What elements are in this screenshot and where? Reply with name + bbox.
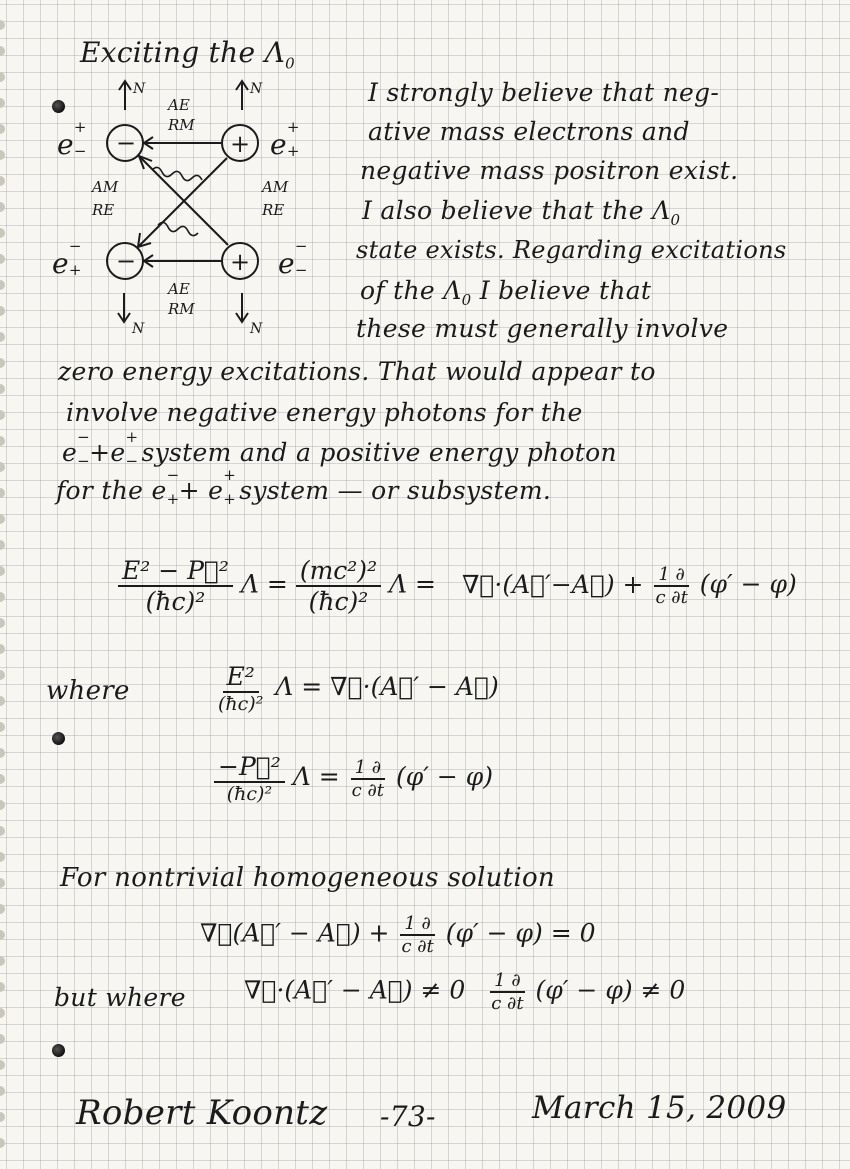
sign-bottom-right: + (230, 248, 251, 276)
arrow-label-n: N (250, 81, 263, 97)
spiral-ring (0, 800, 5, 810)
left-link-label-2: RE (92, 201, 115, 219)
particle-diagram (40, 75, 330, 340)
up-arrow-right (236, 81, 248, 110)
spiral-ring (0, 826, 5, 836)
spiral-ring (0, 956, 5, 966)
solution-equation-2: ∇⃗·(A⃗′ − A⃗) ≠ 0 $\frac{1 \partial}{c \partial t}$ (φ′ − φ) ≠ 0 (244, 970, 686, 1014)
spiral-ring (0, 566, 5, 576)
up-arrow-left (119, 81, 131, 110)
spiral-ring (0, 644, 5, 654)
spiral-ring (0, 228, 5, 238)
paragraph-line: ative mass electrons and (368, 117, 690, 146)
spiral-ring (0, 540, 5, 550)
spiral-ring (0, 696, 5, 706)
page-number: -73- (380, 1100, 436, 1133)
spiral-ring (0, 592, 5, 602)
spiral-ring (0, 46, 5, 56)
spiral-ring (0, 748, 5, 758)
spiral-ring (0, 618, 5, 628)
spiral-ring (0, 878, 5, 888)
spiral-ring (0, 72, 5, 82)
left-link-label-1: AM (92, 178, 119, 196)
arrow-label-n: N (132, 321, 145, 337)
paragraph-line: of the $\Lambda_0$ I believe that (360, 276, 652, 309)
spiral-ring (0, 722, 5, 732)
spiral-ring (0, 280, 5, 290)
paragraph-line: e − − +e + − system and a positive energy photon (62, 428, 617, 470)
paragraph-line: zero energy excitations. That would appear to (58, 357, 656, 386)
right-link-label-2: RE (262, 201, 285, 219)
spiral-ring (0, 904, 5, 914)
spiral-ring (0, 462, 5, 472)
sign-bottom-left: − (116, 247, 137, 275)
where-equation-2: $\frac{\text{−P⃗²}}{\text{(ħc)²}}$ Λ = $\frac{1 \partial}{c \partial t}$ (φ′ − φ) (214, 752, 493, 805)
spiral-ring (0, 306, 5, 316)
particle-label-bottom-right: e − − (278, 237, 308, 280)
paragraph-line: state exists. Regarding excitations (356, 236, 787, 264)
signature: Robert Koontz (76, 1093, 328, 1133)
diagonal-arrow-2 (138, 158, 227, 247)
top-link-label-1: AE (168, 96, 190, 114)
spiral-ring (0, 1060, 5, 1070)
spiral-ring (0, 852, 5, 862)
spiral-ring (0, 436, 5, 446)
diagram-title: Exciting the $\Lambda_0$ (80, 36, 295, 73)
bottom-link-label-1: AE (168, 280, 190, 298)
spiral-ring (0, 774, 5, 784)
spiral-ring (0, 1086, 5, 1096)
particle-label-top-left: e + − (57, 118, 87, 161)
spiral-ring (0, 982, 5, 992)
paragraph-line: I also believe that the $\Lambda_0$ (362, 196, 681, 229)
arrow-label-n: N (133, 81, 146, 97)
spiral-ring (0, 930, 5, 940)
right-link-label-1: AM (262, 178, 289, 196)
sign-top-left: − (116, 129, 137, 157)
top-link-arrow (144, 137, 221, 149)
arrow-label-n: N (250, 321, 263, 337)
spiral-ring (0, 98, 5, 108)
bottom-link-label-2: RM (168, 300, 195, 318)
particle-label-top-right: e + + (270, 118, 300, 161)
solution-heading: For nontrivial homogeneous solution (60, 863, 555, 893)
where-label: where (46, 676, 130, 706)
spiral-ring (0, 410, 5, 420)
punch-hole (52, 1044, 65, 1057)
solution-equation-1: ∇⃗(A⃗′ − A⃗) + $\frac{1 \partial}{c \partial t}$ (φ′ − φ) = 0 (200, 913, 596, 957)
paragraph-line: involve negative energy photons for the (66, 398, 583, 427)
down-arrow-left (118, 293, 130, 322)
where-equation-1: $\frac{\text{E²}}{\text{(ħc)²}}$ Λ = ∇⃗·(A⃗′ − A⃗) (218, 662, 499, 715)
spiral-ring (0, 254, 5, 264)
spiral-ring (0, 384, 5, 394)
down-arrow-right (236, 293, 248, 322)
but-where-label: but where (54, 983, 186, 1012)
punch-hole (52, 732, 65, 745)
spiral-ring (0, 514, 5, 524)
bottom-link-arrow (144, 255, 221, 267)
main-equation: $\frac{\text{E² − P⃗²}}{\text{(ħc)²}}$ Λ = $\frac{\text{(mc²)²}}{\text{(ħc)²}}$ Λ = ∇⃗·(A⃗′−A⃗) + $\frac{1 \partial}{c \partial t}$ (φ′ − φ) (118, 556, 797, 616)
paragraph-line: negative mass positron exist. (360, 156, 739, 185)
paragraph-line: I strongly believe that neg- (368, 78, 720, 107)
spiral-ring (0, 488, 5, 498)
spiral-ring (0, 1008, 5, 1018)
spiral-ring (0, 124, 5, 134)
paragraph-line: for the e − + + e + + system — or subsystem. (56, 466, 552, 508)
top-link-label-2: RM (168, 116, 195, 134)
spiral-ring (0, 332, 5, 342)
spiral-ring (0, 1138, 5, 1148)
particle-label-bottom-left: e − + (52, 237, 82, 280)
spiral-ring (0, 202, 5, 212)
spiral-ring (0, 20, 5, 30)
spiral-ring (0, 176, 5, 186)
spiral-ring (0, 1034, 5, 1044)
sign-top-right: + (230, 130, 251, 158)
spiral-ring (0, 150, 5, 160)
spiral-ring (0, 1112, 5, 1122)
spiral-ring (0, 358, 5, 368)
date: March 15, 2009 (532, 1090, 787, 1126)
spiral-ring (0, 670, 5, 680)
paragraph-line: these must generally involve (356, 314, 729, 343)
